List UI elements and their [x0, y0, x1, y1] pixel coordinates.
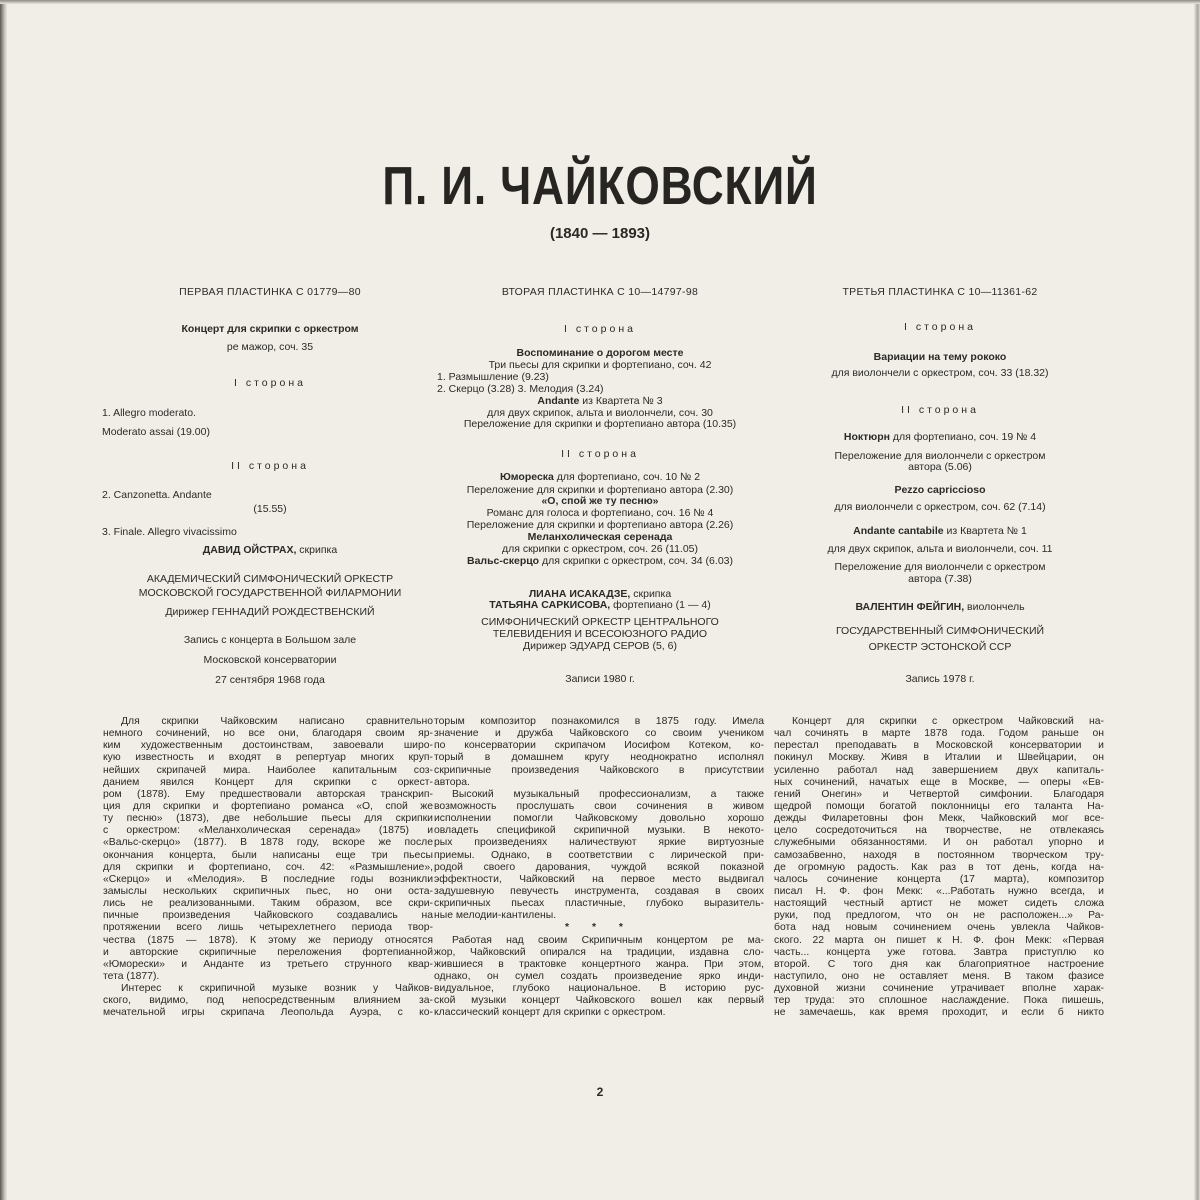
record-header: ТРЕТЬЯ ПЛАСТИНКА С 10—11361-62 [842, 286, 1038, 298]
work-sub: для скрипки с оркестром, соч. 26 (11.05) [501, 543, 699, 555]
article-line: лись не реализованными. Таким образом, все скри- [103, 898, 433, 910]
work-title-bold: Andante cantabile [853, 525, 944, 537]
record-2-column [430, 0, 770, 1200]
article-line: чества (1875 — 1878). К этому же периоду относятся [103, 934, 433, 946]
recording-info: Записи 1980 г. [565, 673, 635, 685]
work-arrangement: Переложение для скрипки и фортепиано автора (2.30) [466, 484, 734, 496]
work-sub: для двух скрипок, альта и виолончели, соч. 30 [487, 407, 713, 419]
record-header: ПЕРВАЯ ПЛАСТИНКА С 01779—80 [179, 286, 361, 298]
soloist [100, 544, 440, 556]
work-sub: для виолончели с оркестром, соч. 33 (18.32) [831, 367, 1049, 379]
work-sub: Три пьесы для скрипки и фортепиано, соч. 42 [488, 359, 712, 371]
article-line: Интерес к скрипичной музыке возник у Чайков- [121, 983, 433, 995]
article-line: чал сочинять в марте 1878 года. Годом раньше он [774, 728, 1104, 740]
work-arrangement: Переложение для скрипки и фортепиано автора (10.35) [463, 418, 737, 430]
article-line: пичные произведения Чайковского создавались на [103, 910, 433, 922]
track: Moderato assai (19.00) [102, 426, 210, 438]
article-line: классический концерт для скрипки с оркестром. [434, 1007, 666, 1019]
article-line: ных сочинений, начатых еще в Москве, — оперы «Ев- [774, 776, 1104, 788]
article-column-1 [103, 716, 433, 1020]
article-line: руки, под предлогом, что он не расположен...» Ра- [774, 910, 1104, 922]
work-key: ре мажор, соч. 35 [226, 341, 314, 353]
scan-right-edge [1194, 0, 1200, 1200]
soloist-name: ВАЛЕНТИН ФЕЙГИН, [855, 601, 965, 613]
work-title: Вариации на тему рококо [873, 351, 1007, 363]
article-line: автора. [434, 776, 470, 788]
article-line: чалось сочинение концерта (17 марта), композитор [774, 873, 1104, 885]
work-title-rest: для фортепиано, соч. 10 № 2 [553, 471, 701, 483]
article-line: ром (1878). Ему предшествовали авторская транскрип- [103, 788, 433, 800]
page-number: 2 [596, 1085, 604, 1099]
work-title-bold: Ноктюрн [843, 431, 890, 443]
article-paragraph [434, 716, 764, 789]
article-line: по консерватории скрипачом Иосифом Котеком, ко- [434, 740, 764, 752]
orchestra: МОСКОВСКОЙ ГОСУДАРСТВЕННОЙ ФИЛАРМОНИИ [138, 587, 402, 599]
article-line: гений Онегин» и Четвертой симфонии. Благодаря [774, 788, 1104, 800]
performer-name: ТАТЬЯНА САРКИСОВА, [489, 599, 611, 611]
article-line: не замечаешь, как время проходит, и если б никто [774, 1007, 1104, 1019]
article-line: ского, видимо, под непосредственным влиянием за- [103, 995, 433, 1007]
article-line: наступило, оно не оставляет меня. В таком фазисе [774, 970, 1104, 982]
article-paragraph [434, 935, 764, 1020]
article-line: духовной жизни сочинение утрачивает вполне харак- [774, 983, 1104, 995]
article-line: ные мелодии-кантилены. [434, 910, 557, 922]
orchestra: СИМФОНИЧЕСКИЙ ОРКЕСТР ЦЕНТРАЛЬНОГО [481, 616, 719, 628]
orchestra: ТЕЛЕВИДЕНИЯ И ВСЕСОЮЗНОГО РАДИО [492, 628, 708, 640]
article-line: возможность прослушать свои сочинения в живом [434, 800, 764, 812]
article-column-3 [774, 716, 1104, 1020]
article-paragraph [774, 716, 1104, 1020]
side-label: I сторона [904, 321, 976, 333]
work-title: Меланхолическая серенада [527, 531, 673, 543]
conductor: Дирижер ЭДУАРД СЕРОВ (5, 6) [523, 640, 677, 652]
article-line: торым композитор познакомился в 1875 году. Имела [434, 716, 764, 727]
article-line: часть... концерта уже готова. Завтра приступлю ко [774, 946, 1104, 958]
article-line: «Вальс-скерцо» (1877). В 1878 году, вскоре же после [103, 837, 433, 849]
track: 2. Скерцо (3.28) 3. Мелодия (3.24) [437, 383, 604, 395]
performer-name: ЛИАНА ИСАКАДЗЕ, [528, 588, 631, 600]
article-paragraph [103, 716, 433, 983]
track: 1. Allegro moderato. [102, 407, 196, 419]
recording-info: Запись с концерта в Большом зале [183, 634, 357, 646]
soloist-instrument: виолончель [964, 601, 1025, 613]
article-line: торый в домашнем кругу неоднократно исполнял [434, 752, 764, 764]
article-line: писал Н. Ф. фон Мекк: «...Работать нужно всегда, и [774, 885, 1104, 897]
article-line: скрипичных пьесах пластичные, глубоко выразитель- [434, 898, 764, 910]
scan-left-edge [0, 0, 7, 1200]
side-label: II сторона [231, 460, 309, 472]
work-title-bold: Юмореска [499, 471, 554, 483]
article-line: для скрипки и фортепиано, соч. 42: «Размышление», [103, 861, 433, 873]
track: 3. Finale. Allegro vivacissimo [102, 526, 237, 538]
work-arrangement: Переложение для виолончели с оркестром [834, 561, 1046, 573]
work-title [770, 525, 1110, 537]
article-line: ту песню» (1873), две небольшие пьесы для скрипки [103, 813, 433, 825]
article-line: задушевную певучесть инструмента, создавая в своих [434, 885, 764, 897]
article-line: Работая над своим Скрипичным концертом ре ма- [452, 934, 764, 946]
article-line: ской музыки концерт Чайковского вошел как первый [434, 995, 764, 1007]
article-line: дежды Филаретовны фон Мекк, Чайковский мог все- [774, 813, 1104, 825]
article-line: немного сочинений, но все они, благодаря своим яр- [103, 728, 433, 740]
side-label: I сторона [564, 323, 636, 335]
soloist [770, 601, 1110, 613]
article-line: Высокий музыкальный профессионализм, а также [452, 788, 764, 800]
article-line: овладеть спецификой скрипичной музыки. В некото- [434, 825, 764, 837]
work-arrangement: автора (7.38) [908, 573, 972, 585]
work-title-rest: для скрипки с оркестром, соч. 34 (6.03) [539, 555, 733, 567]
article-line: окончания концерта, были написаны еще три пьесы [103, 849, 433, 861]
article-line: жор, Чайковский опирался на традиции, издавна сло- [434, 946, 764, 958]
article-line: цело сосредоточиться на творчестве, не отвлекаясь [774, 825, 1104, 837]
orchestra: АКАДЕМИЧЕСКИЙ СИМФОНИЧЕСКИЙ ОРКЕСТР [146, 573, 394, 585]
article-line: щедрой помощи богатой поклонницы его таланта На- [774, 800, 1104, 812]
article-line: второй. С того дня как благоприятное настроение [774, 958, 1104, 970]
article-line: служебными обязанностями. И он работал упорно и [774, 837, 1104, 849]
work-title-rest: для фортепиано, соч. 19 № 4 [889, 431, 1037, 443]
article-column-2 [434, 716, 764, 1020]
track: 1. Размышление (9.23) [437, 371, 549, 383]
article-line: ким художественным достоинствам, завоевали широ- [103, 740, 433, 752]
work-sub: для двух скрипок, альта и виолончели, соч. 11 [827, 543, 1053, 555]
work-sub: Романс для голоса и фортепиано, соч. 16 № 4 [486, 507, 714, 519]
work-title [430, 395, 770, 407]
article-line: нейших скрипачей мира. Наиболее капитальным соз- [103, 764, 433, 776]
work-title [770, 431, 1110, 443]
work-title: Концерт для скрипки с оркестром [181, 323, 359, 335]
record-1-column [100, 0, 440, 1200]
article-line: родой своего дарования, чуждой всякой показной [434, 861, 764, 873]
article-line: однако, он сумел создать произведение ярко инди- [434, 970, 764, 982]
track: 2. Canzonetta. Andante [102, 489, 212, 501]
track-duration: (15.55) [253, 503, 287, 515]
article-line: «Скерцо» и «Мелодия». В последние годы возникли [103, 873, 433, 885]
article-line: бота над новым сочинением очень увлекла Чайков- [774, 922, 1104, 934]
side-label: I сторона [234, 377, 306, 389]
article-paragraph [103, 983, 433, 1019]
composer-title: П. И. ЧАЙКОВСКИЙ [382, 156, 818, 216]
article-line: Концерт для скрипки с оркестром Чайковский на- [792, 716, 1104, 727]
article-line: эффектности, Чайковский на первое место выдвигал [434, 873, 764, 885]
work-arrangement: автора (5.06) [908, 461, 972, 473]
orchestra: ГОСУДАРСТВЕННЫЙ СИМФОНИЧЕСКИЙ [835, 625, 1045, 637]
article-line: исполнении помогли Чайковскому довольно хорошо [434, 813, 764, 825]
performer-instrument: скрипка [630, 588, 672, 600]
article-line: «Юморески» и Анданте из третьего струнного квар- [103, 958, 433, 970]
article-line: Для скрипки Чайковским написано сравнительно [121, 716, 433, 727]
work-title: «О, спой же ту песню» [541, 495, 659, 507]
article-line: замыслы нескольких скрипичных пьес, но они оста- [103, 885, 433, 897]
article-line: жившиеся в трактовке концертного жанра. При этом, [434, 958, 764, 970]
article-paragraph [434, 922, 764, 934]
side-label: II сторона [561, 448, 639, 460]
soloist-name: ДАВИД ОЙСТРАХ, [202, 544, 297, 556]
article-line: ского. 22 марта он пишет к Н. Ф. фон Мекк: «Первая [774, 934, 1104, 946]
recording-date: 27 сентября 1968 года [215, 674, 325, 686]
article-line: значение и дружба Чайковского со своим учеником [434, 728, 764, 740]
article-line: покинул Москву. Живя в Италии и Швейцарии, он [774, 752, 1104, 764]
work-title: Pezzo capriccioso [894, 484, 986, 496]
work-arrangement: Переложение для виолончели с оркестром [834, 450, 1046, 462]
performer-instrument: фортепиано (1 — 4) [610, 599, 711, 611]
work-title-bold: Вальс-скерцо [467, 555, 540, 567]
work-title-rest: из Квартета № 3 [579, 395, 663, 407]
side-label: II сторона [901, 404, 979, 416]
recording-info: Запись 1978 г. [905, 673, 975, 685]
article-paragraph [434, 789, 764, 923]
article-line: мечательной игры скрипача Леопольда Ауэра, с ко- [103, 1007, 433, 1019]
article-line: протяжении всего лишь четырехлетнего периода твор- [103, 922, 433, 934]
composer-years: (1840 — 1893) [549, 225, 651, 242]
work-title-bold: Andante [537, 395, 580, 407]
work-title [430, 471, 770, 483]
performer [430, 599, 770, 611]
work-title [430, 555, 770, 567]
article-line: тета (1877). [103, 970, 160, 982]
article-line: с оркестром: «Меланхолическая серенада» (1875) и [103, 825, 433, 837]
work-title: Воспоминание о дорогом месте [516, 347, 684, 359]
soloist-instrument: скрипка [296, 544, 338, 556]
article-line: усиленно работал над завершением двух капиталь- [774, 764, 1104, 776]
article-line: настоящий честный артист не может сидеть сложа [774, 898, 1104, 910]
article-line: и авторские скрипичные переложения фортепианной [103, 946, 433, 958]
article-line: кую известность и входят в репертуар многих круп- [103, 752, 433, 764]
article-line: ция для скрипки и фортепиано романса «О, спой же [103, 800, 433, 812]
work-sub: для виолончели с оркестром, соч. 62 (7.14) [834, 501, 1046, 513]
record-header: ВТОРАЯ ПЛАСТИНКА С 10—14797-98 [501, 286, 699, 298]
recording-info: Московской консерватории [203, 654, 337, 666]
work-title-rest: из Квартета № 1 [943, 525, 1027, 537]
article-line: де огромную радость. Как раз в тот день, когда на- [774, 861, 1104, 873]
article-line: данием явился Концерт для скрипки с оркест- [103, 776, 433, 788]
article-line: * * * [565, 922, 633, 934]
article-line: видуальное, глубоко национальное. В историю рус- [434, 983, 764, 995]
article-line: перестал преподавать в Московской консерватории и [774, 740, 1104, 752]
conductor: Дирижер ГЕННАДИЙ РОЖДЕСТВЕНСКИЙ [165, 606, 375, 618]
article-line: скрипичные произведения Чайковского в присутствии [434, 764, 764, 776]
article-line: самозабвенно, находя в постоянном творческом тру- [774, 849, 1104, 861]
article-line: приемы. Однако, в соответствии с лирической при- [434, 849, 764, 861]
record-3-column [770, 0, 1110, 1200]
article-line: тер труда: это сплошное наслаждение. Пока пишешь, [774, 995, 1104, 1007]
orchestra: ОРКЕСТР ЭСТОНСКОЙ ССР [868, 641, 1012, 653]
work-arrangement: Переложение для скрипки и фортепиано автора (2.26) [466, 519, 734, 531]
article-line: рых произведениях наличествуют яркие виртуозные [434, 837, 764, 849]
